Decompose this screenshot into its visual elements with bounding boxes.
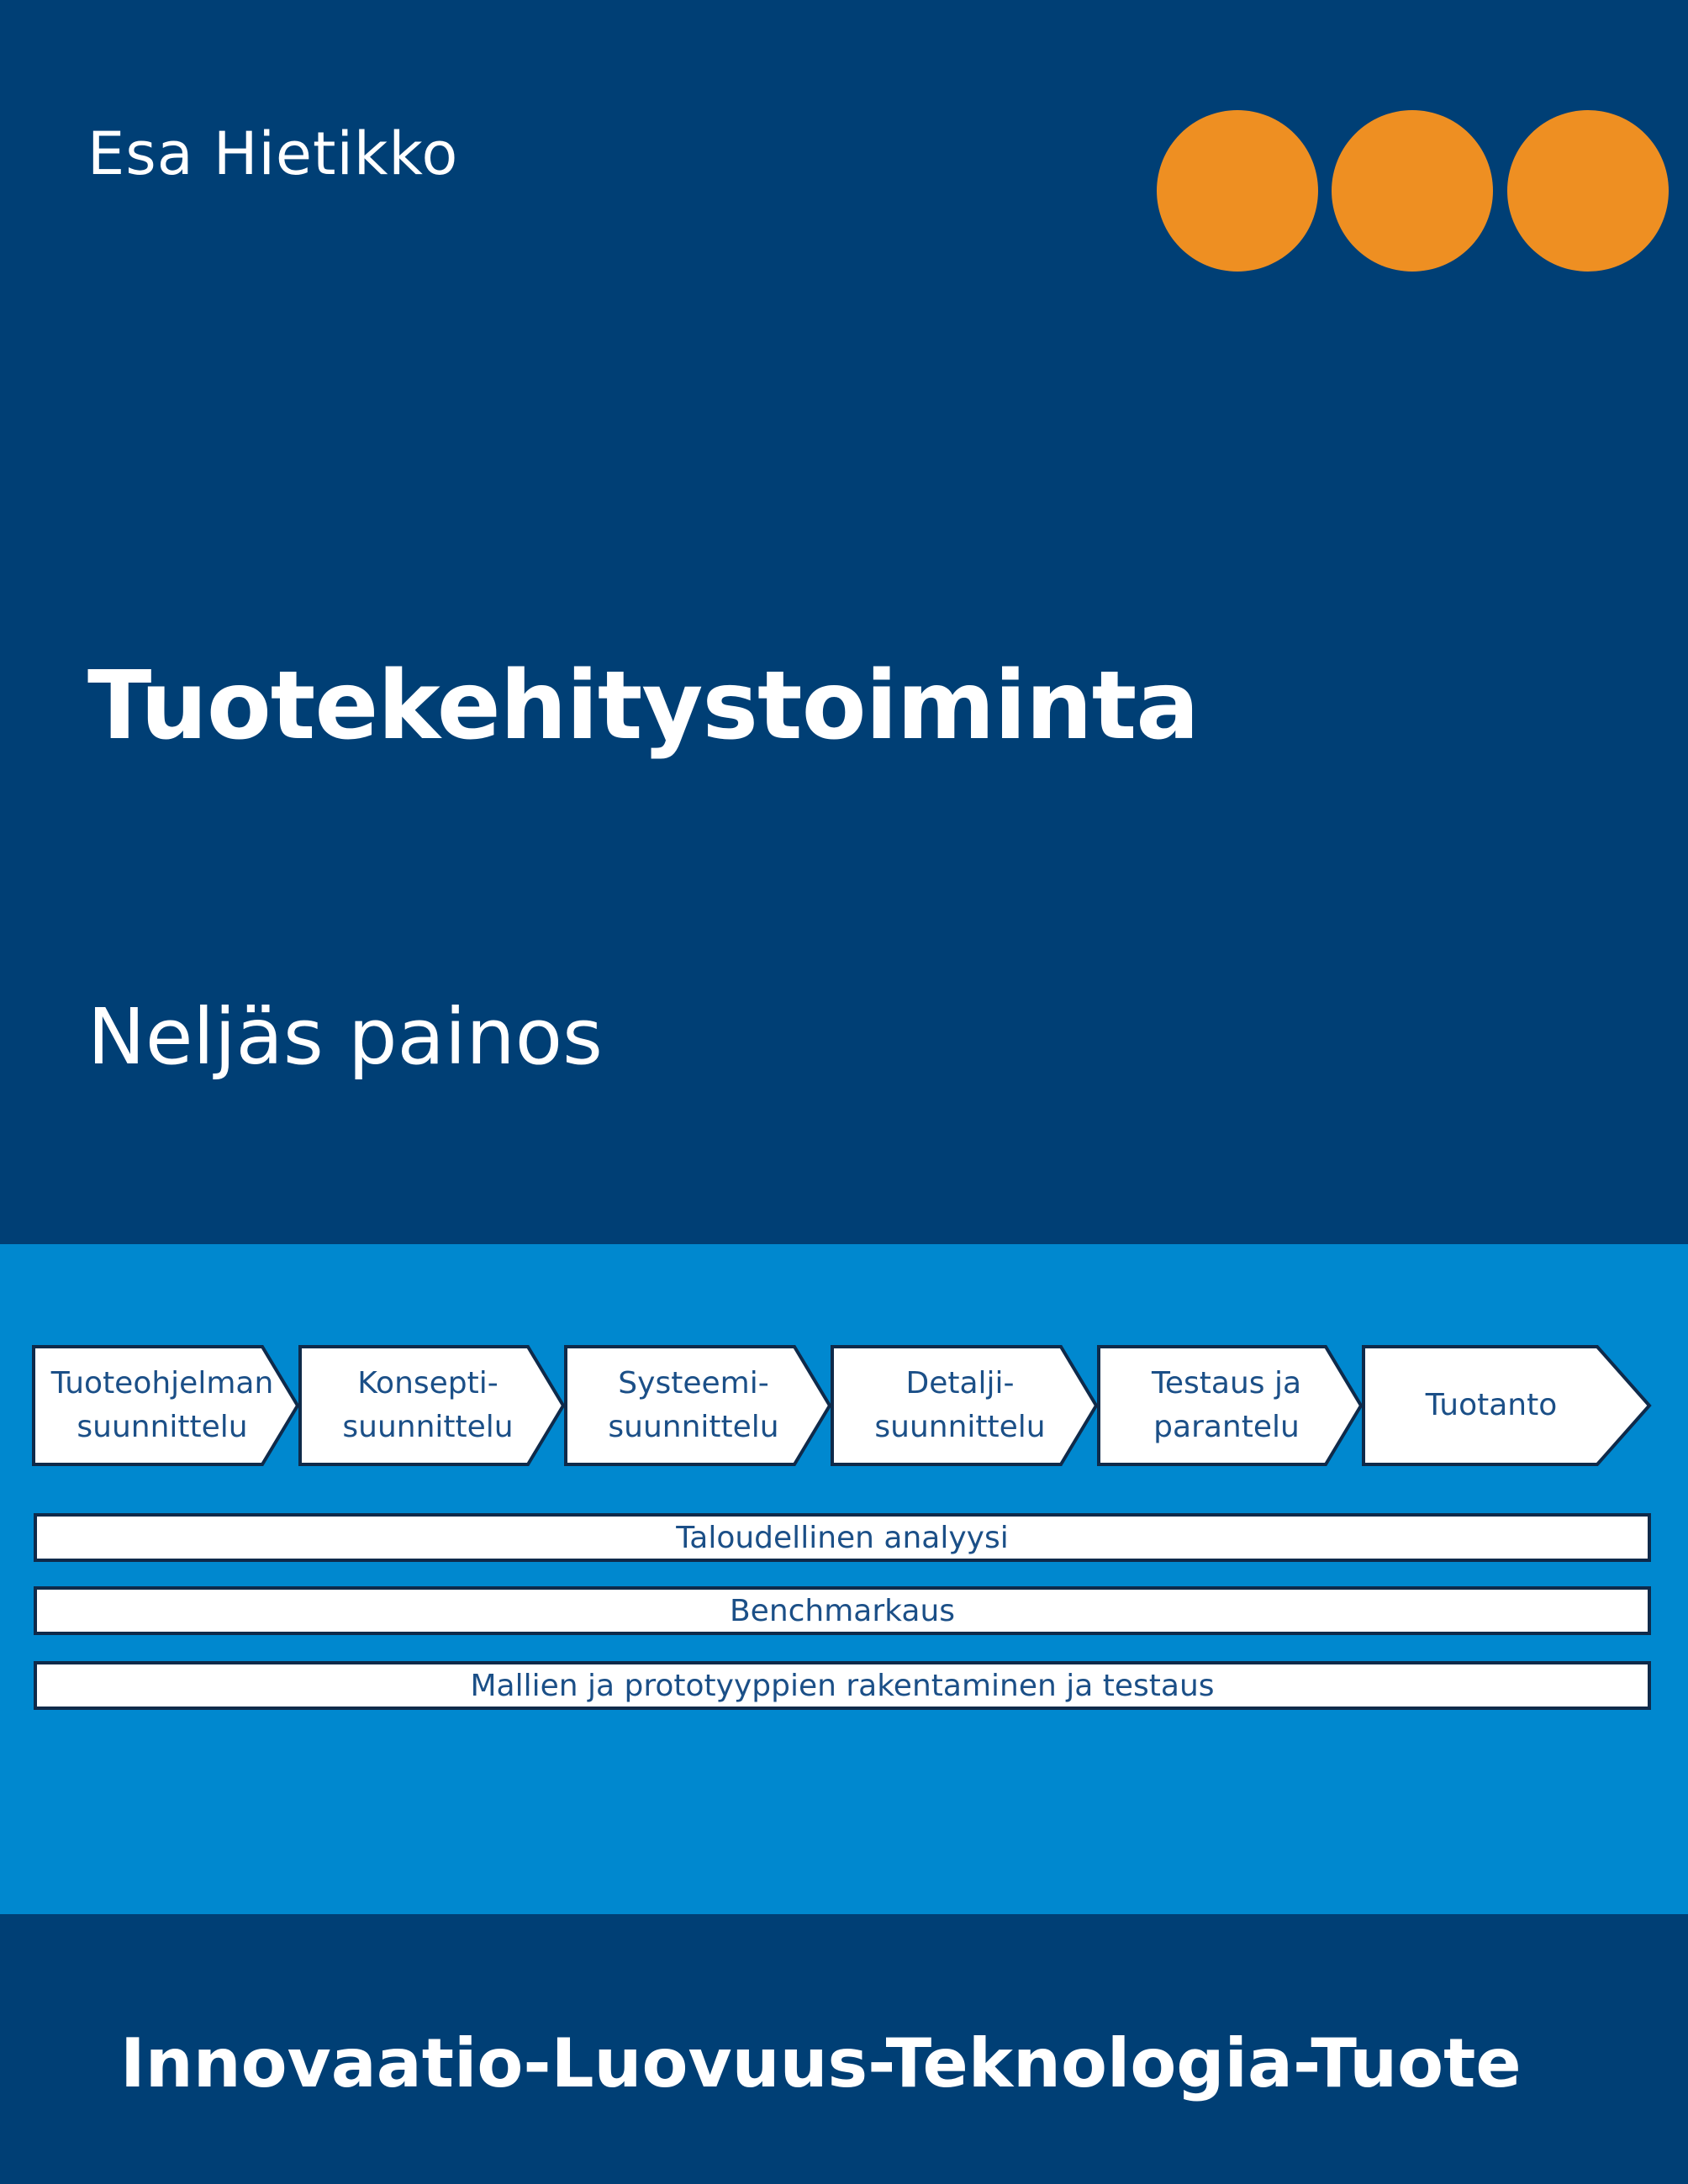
orange-dot-1 xyxy=(1157,110,1318,272)
phase-label-1: Tuoteohjelman suunnittelu xyxy=(50,1366,274,1444)
phase-label-6: Tuotanto xyxy=(1425,1388,1558,1422)
slogan: Innovaatio-Luovuus-Teknologia-Tuote xyxy=(120,2024,1522,2102)
activity-bar-3: Mallien ja prototyyppien rakentaminen ja testaus xyxy=(34,1661,1651,1710)
orange-dot-3 xyxy=(1507,110,1669,272)
phase-label-3: Systeemi- suunnittelu xyxy=(608,1366,779,1444)
activity-bar-2: Benchmarkaus xyxy=(34,1586,1651,1635)
book-edition: Neljäs painos xyxy=(87,992,603,1082)
author-name: Esa Hietikko xyxy=(87,119,459,188)
phase-label-4: Detalji- suunnittelu xyxy=(874,1366,1046,1444)
orange-dot-2 xyxy=(1332,110,1493,272)
phase-label-2: Konsepti- suunnittelu xyxy=(342,1366,514,1444)
book-title: Tuotekehitystoiminta xyxy=(87,652,1199,761)
activity-bar-1: Taloudellinen analyysi xyxy=(34,1513,1651,1562)
phase-label-5: Testaus ja parantelu xyxy=(1151,1366,1302,1444)
